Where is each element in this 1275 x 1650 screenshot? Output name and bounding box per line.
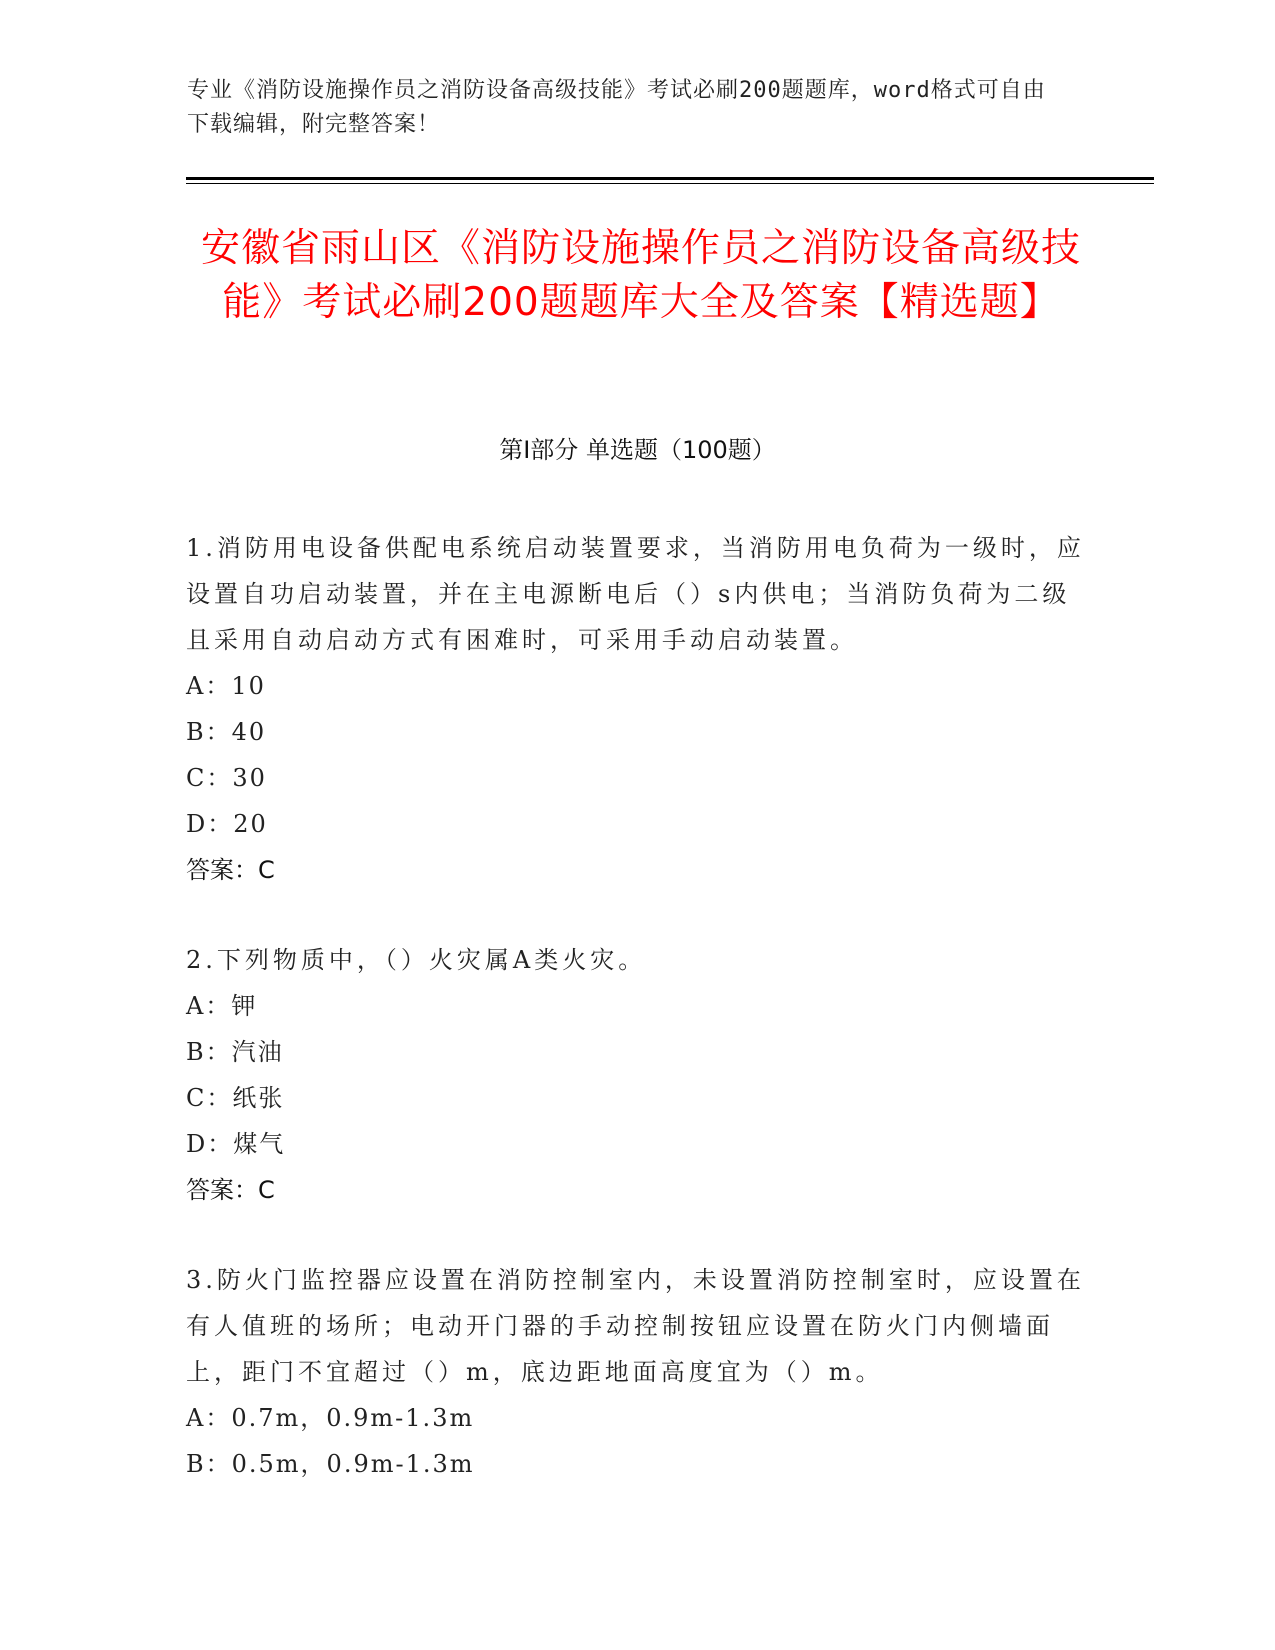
question-1 bbox=[186, 525, 1086, 893]
answer: 答案：C bbox=[186, 1176, 275, 1204]
option-a: A：10 bbox=[186, 672, 266, 700]
option-d: D：20 bbox=[186, 810, 268, 838]
option-c: C：30 bbox=[186, 764, 267, 792]
document-title: 安徽省雨山区《消防设施操作员之消防设备高级技能》考试必刷200题题库大全及答案【精选题】 bbox=[200, 226, 1081, 325]
option-a: A：0.7m，0.9m-1.3m bbox=[186, 1404, 475, 1432]
header-note: 专业《消防设施操作员之消防设备高级技能》考试必刷200题题库，word格式可自由下载编辑，附完整答案！ bbox=[187, 78, 1046, 137]
question-3 bbox=[186, 1257, 1086, 1487]
question-stem: 2.下列物质中，（）火灾属A类火灾。 bbox=[186, 946, 647, 974]
option-b: B：汽油 bbox=[186, 1038, 284, 1066]
header-rule-thin bbox=[186, 183, 1154, 184]
question-stem: 3.防火门监控器应设置在消防控制室内，未设置消防控制室时，应设置在有人值班的场所；电动开门器的手动控制按钮应设置在防火门内侧墙面上，距门不宜超过（）m，底边距地面高度宜为（）m。 bbox=[186, 1266, 1085, 1386]
section-heading: 第I部分 单选题（100题） bbox=[499, 436, 776, 464]
question-2 bbox=[186, 937, 1086, 1213]
option-c: C：纸张 bbox=[186, 1084, 285, 1112]
question-stem: 1.消防用电设备供配电系统启动装置要求，当消防用电负荷为一级时，应设置自功启动装置，并在主电源断电后（）s内供电；当消防负荷为二级且采用自动启动方式有困难时，可采用手动启动装置。 bbox=[186, 534, 1085, 654]
answer: 答案：C bbox=[186, 856, 275, 884]
option-b: B：40 bbox=[186, 718, 267, 746]
option-b: B：0.5m，0.9m-1.3m bbox=[186, 1450, 475, 1478]
question-list bbox=[186, 525, 1086, 1531]
option-d: D：煤气 bbox=[186, 1130, 286, 1158]
header-rule-thick bbox=[186, 177, 1154, 180]
option-a: A：钾 bbox=[186, 992, 258, 1020]
